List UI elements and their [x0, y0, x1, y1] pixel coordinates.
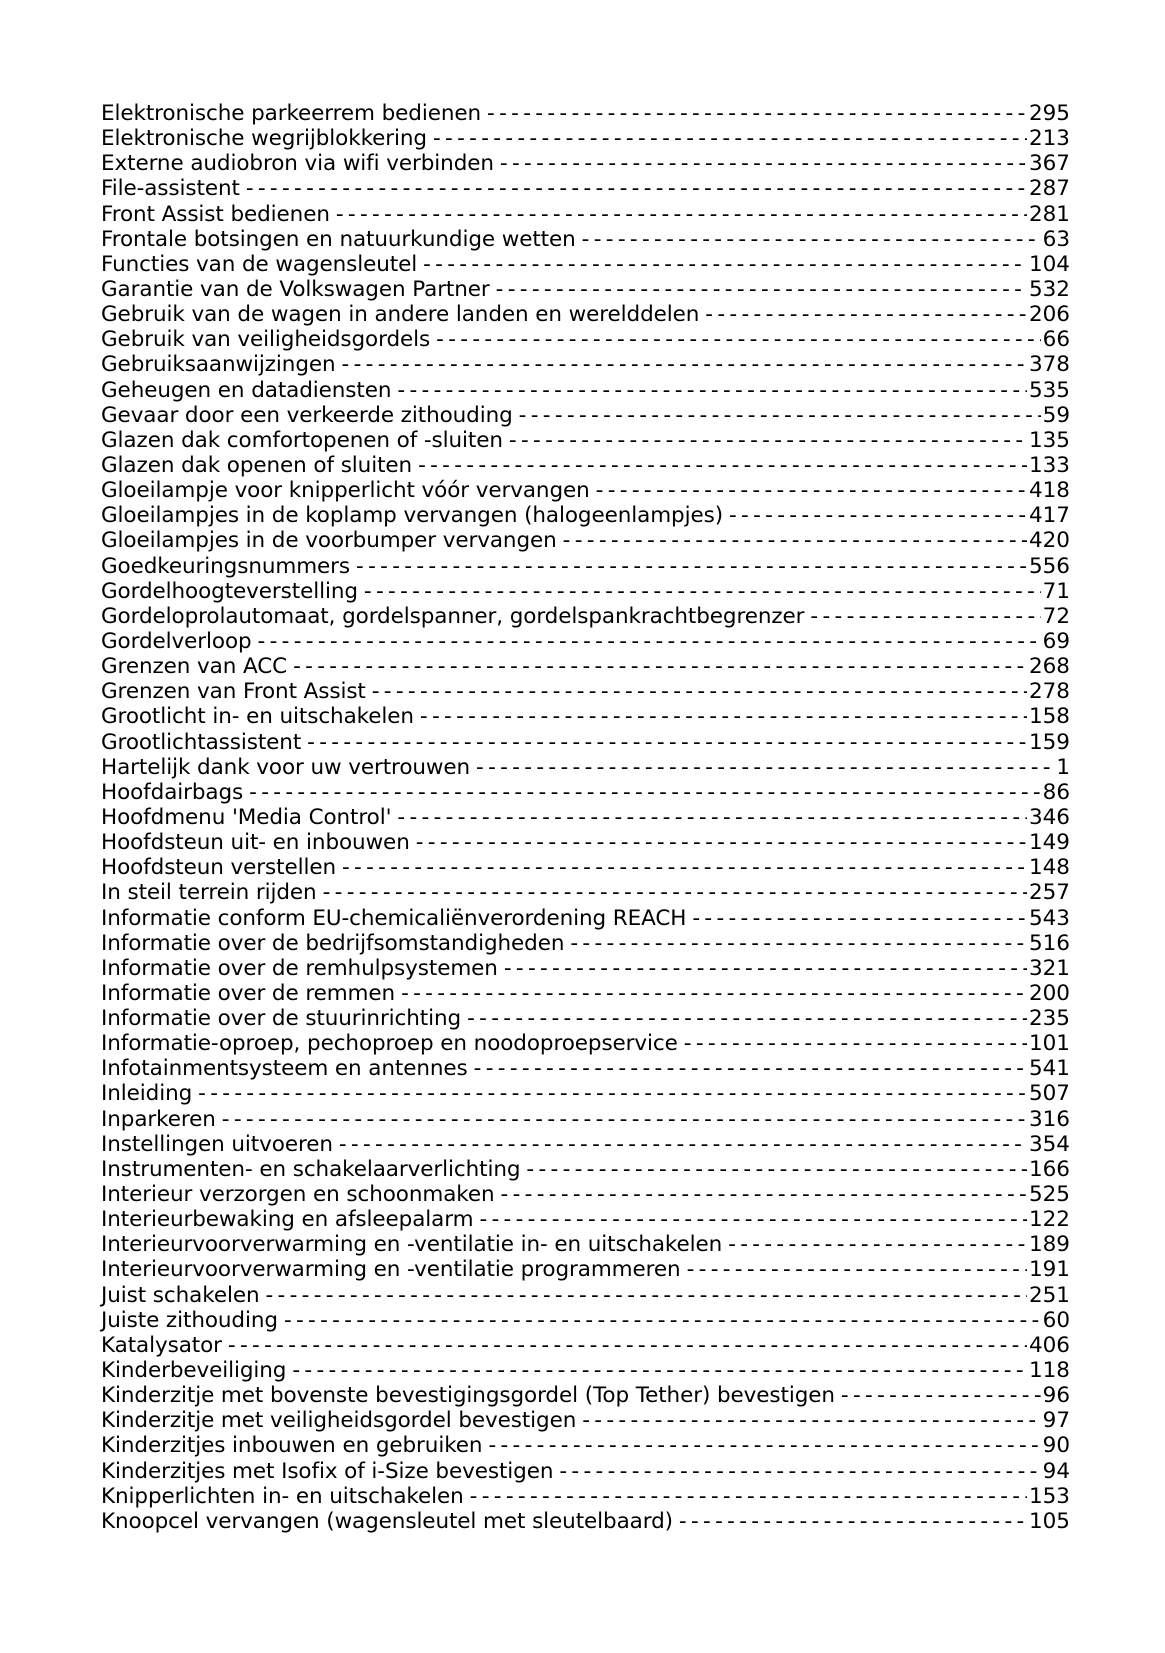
entry-label: Grootlicht in- en uitschakelen	[101, 704, 414, 730]
entry-label: Informatie conform EU-chemicaliënverordening REACH	[101, 905, 687, 931]
index-entry[interactable]	[101, 679, 1070, 704]
entry-label: Frontale botsingen en natuurkundige wetten	[101, 226, 576, 252]
index-entry[interactable]	[101, 1182, 1070, 1207]
dot-leader	[509, 428, 1027, 453]
entry-page-number[interactable]: 135	[1028, 427, 1070, 453]
index-entry[interactable]	[101, 981, 1070, 1006]
entry-page-number[interactable]: 104	[1028, 251, 1070, 277]
entry-page-number[interactable]: 281	[1028, 201, 1070, 227]
dot-leader	[258, 629, 1041, 654]
index-entry[interactable]	[101, 453, 1070, 478]
index-entry[interactable]	[101, 1232, 1070, 1257]
entry-page-number[interactable]: 166	[1028, 1156, 1070, 1182]
entry-page-number[interactable]: 507	[1028, 1081, 1070, 1107]
dot-leader	[692, 906, 1027, 931]
entry-label: Instrumenten- en schakelaarverlichting	[101, 1156, 521, 1182]
entry-page-number[interactable]: 90	[1042, 1433, 1070, 1459]
entry-label: Glazen dak openen of sluiten	[101, 452, 413, 478]
dot-leader	[474, 1056, 1027, 1081]
dot-leader	[687, 1257, 1027, 1282]
dot-leader	[563, 528, 1027, 553]
index-entry[interactable]	[101, 1509, 1070, 1534]
entry-label: Gloeilampjes in de voorbumper vervangen	[101, 528, 557, 554]
entry-page-number[interactable]: 316	[1028, 1106, 1070, 1132]
index-entry[interactable]	[101, 1433, 1070, 1458]
dot-leader	[418, 453, 1027, 478]
entry-page-number[interactable]: 543	[1028, 905, 1070, 931]
entry-label: In steil terrein rijden	[101, 880, 317, 906]
entry-label: Gordelverloop	[101, 628, 252, 654]
entry-page-number[interactable]: 63	[1042, 226, 1070, 252]
entry-label: File-assistent	[101, 176, 240, 202]
entry-page-number[interactable]: 295	[1028, 101, 1070, 126]
index-entry[interactable]	[101, 1283, 1070, 1308]
entry-page-number[interactable]: 268	[1028, 654, 1070, 680]
index-entry[interactable]	[101, 730, 1070, 755]
index-entry[interactable]	[101, 1157, 1070, 1182]
entry-label: Informatie over de bedrijfsomstandigheden	[101, 930, 565, 956]
dot-leader	[705, 302, 1027, 327]
entry-label: Kinderzitjes inbouwen en gebruiken	[101, 1433, 483, 1459]
index-entry[interactable]	[101, 1132, 1070, 1157]
dot-leader	[467, 1006, 1027, 1031]
entry-label: Gordeloprolautomaat, gordelspanner, gordelspankrachtbegrenzer	[101, 603, 805, 629]
entry-label: Informatie over de stuurinrichting	[101, 1006, 462, 1032]
entry-label: Garantie van de Volkswagen Partner	[101, 276, 490, 302]
index-entry[interactable]	[101, 1358, 1070, 1383]
entry-page-number[interactable]: 118	[1028, 1358, 1070, 1384]
entry-page-number[interactable]: 213	[1028, 126, 1070, 152]
index-entry[interactable]	[101, 428, 1070, 453]
entry-page-number[interactable]: 122	[1028, 1207, 1070, 1233]
entry-page-number[interactable]: 72	[1042, 603, 1070, 629]
index-entry[interactable]	[101, 352, 1070, 377]
index-entry[interactable]	[101, 478, 1070, 503]
entry-page-number[interactable]: 189	[1028, 1232, 1070, 1258]
entry-label: Gebruiksaanwijzingen	[101, 352, 336, 378]
dot-leader	[423, 252, 1027, 277]
index-entry[interactable]	[101, 780, 1070, 805]
dot-leader	[397, 805, 1027, 830]
dot-leader	[249, 780, 1040, 805]
index-entry[interactable]	[101, 1006, 1070, 1031]
index-entry[interactable]	[101, 202, 1070, 227]
dot-leader	[582, 1408, 1040, 1433]
entry-label: Functies van de wagensleutel	[101, 251, 418, 277]
entry-label: Elektronische wegrijblokkering	[101, 126, 427, 152]
entry-label: Interieurvoorverwarming en -ventilatie programmeren	[101, 1257, 681, 1283]
entry-label: Informatie over de remhulpsystemen	[101, 955, 498, 981]
dot-leader	[401, 981, 1027, 1006]
index-entry[interactable]	[101, 252, 1070, 277]
dot-leader	[364, 579, 1041, 604]
entry-label: Front Assist bedienen	[101, 201, 330, 227]
index-entry[interactable]	[101, 1207, 1070, 1232]
entry-page-number[interactable]: 158	[1028, 704, 1070, 730]
index-entry[interactable]	[101, 327, 1070, 352]
dot-leader	[501, 1182, 1027, 1207]
index-entry[interactable]	[101, 503, 1070, 528]
dot-leader	[307, 730, 1027, 755]
entry-page-number[interactable]: 101	[1028, 1031, 1070, 1057]
entry-page-number[interactable]: 417	[1028, 503, 1070, 529]
index-entry[interactable]	[101, 931, 1070, 956]
entry-page-number[interactable]: 516	[1028, 930, 1070, 956]
index-entry[interactable]	[101, 126, 1070, 151]
dot-leader	[339, 1132, 1027, 1157]
entry-label: Interieur verzorgen en schoonmaken	[101, 1182, 495, 1208]
dot-leader	[342, 352, 1027, 377]
entry-label: Hoofdairbags	[101, 779, 244, 805]
index-entry[interactable]	[101, 1107, 1070, 1132]
dot-leader	[284, 1308, 1041, 1333]
index-entry[interactable]	[101, 579, 1070, 604]
entry-label: Grootlichtassistent	[101, 729, 302, 755]
dot-leader	[420, 704, 1027, 729]
entry-page-number[interactable]: 278	[1028, 679, 1070, 705]
dot-leader	[496, 277, 1027, 302]
entry-page-number[interactable]: 153	[1028, 1483, 1070, 1509]
index-entry[interactable]	[101, 151, 1070, 176]
entry-page-number[interactable]: 235	[1028, 1006, 1070, 1032]
index-entry[interactable]	[101, 1484, 1070, 1509]
dot-leader	[559, 1459, 1040, 1484]
dot-leader	[729, 503, 1027, 528]
entry-label: Gloeilampje voor knipperlicht vóór vervangen	[101, 478, 590, 504]
entry-label: Gevaar door een verkeerde zithouding	[101, 402, 513, 428]
dot-leader	[500, 151, 1027, 176]
index-entry[interactable]	[101, 227, 1070, 252]
index-entry[interactable]	[101, 906, 1070, 931]
index-entry[interactable]	[101, 855, 1070, 880]
entry-label: Kinderbeveiliging	[101, 1358, 287, 1384]
dot-leader	[504, 956, 1027, 981]
dot-leader	[728, 1232, 1027, 1257]
dot-leader	[684, 1031, 1027, 1056]
entry-page-number[interactable]: 257	[1028, 880, 1070, 906]
entry-label: Hoofdsteun verstellen	[101, 855, 336, 881]
entry-page-number[interactable]: 71	[1042, 578, 1070, 604]
dot-leader	[222, 1107, 1027, 1132]
index-entry[interactable]	[101, 302, 1070, 327]
entry-page-number[interactable]: 60	[1042, 1307, 1070, 1333]
dot-leader	[526, 1157, 1027, 1182]
entry-page-number[interactable]: 66	[1042, 327, 1070, 353]
entry-page-number[interactable]: 97	[1042, 1408, 1070, 1434]
dot-leader	[228, 1333, 1027, 1358]
entry-page-number[interactable]: 556	[1028, 553, 1070, 579]
entry-page-number[interactable]: 86	[1042, 779, 1070, 805]
index-entry[interactable]	[101, 880, 1070, 905]
dot-leader	[372, 679, 1027, 704]
entry-label: Gordelhoogteverstelling	[101, 578, 358, 604]
entry-page-number[interactable]: 148	[1028, 855, 1070, 881]
index-entry[interactable]	[101, 176, 1070, 201]
entry-label: Inleiding	[101, 1081, 193, 1107]
entry-label: Geheugen en datadiensten	[101, 377, 392, 403]
entry-page-number[interactable]: 191	[1028, 1257, 1070, 1283]
index-entry[interactable]	[101, 1081, 1070, 1106]
dot-leader	[293, 654, 1027, 679]
dot-leader	[488, 1433, 1040, 1458]
dot-leader	[810, 604, 1040, 629]
entry-label: Informatie-oproep, pechoproep en noodoproepservice	[101, 1031, 678, 1057]
entry-page-number[interactable]: 532	[1028, 276, 1070, 302]
dot-leader	[246, 176, 1027, 201]
entry-label: Grenzen van ACC	[101, 654, 288, 680]
entry-label: Kinderzitje met bovenste bevestigingsgordel (Top Tether) bevestigen	[101, 1383, 835, 1409]
index-list	[101, 101, 1070, 1534]
entry-label: Informatie over de remmen	[101, 980, 396, 1006]
dot-leader	[679, 1509, 1027, 1534]
entry-page-number[interactable]: 200	[1028, 980, 1070, 1006]
entry-label: Gebruik van veiligheidsgordels	[101, 327, 431, 353]
entry-page-number[interactable]: 159	[1028, 729, 1070, 755]
entry-label: Instellingen uitvoeren	[101, 1131, 333, 1157]
index-entry[interactable]	[101, 604, 1070, 629]
index-entry[interactable]	[101, 830, 1070, 855]
entry-page-number[interactable]: 420	[1028, 528, 1070, 554]
dot-leader	[336, 202, 1027, 227]
index-entry[interactable]	[101, 528, 1070, 553]
dot-leader	[487, 101, 1027, 126]
entry-page-number[interactable]: 133	[1028, 452, 1070, 478]
index-entry[interactable]	[101, 378, 1070, 403]
dot-leader	[470, 1484, 1027, 1509]
dot-leader	[198, 1081, 1027, 1106]
index-entry[interactable]	[101, 704, 1070, 729]
entry-page-number[interactable]: 321	[1028, 955, 1070, 981]
entry-page-number[interactable]: 69	[1042, 628, 1070, 654]
index-entry[interactable]	[101, 1408, 1070, 1433]
index-entry[interactable]	[101, 277, 1070, 302]
dot-leader	[356, 554, 1027, 579]
entry-label: Kinderzitjes met Isofix of i-Size bevestigen	[101, 1458, 554, 1484]
dot-leader	[570, 931, 1027, 956]
entry-label: Grenzen van Front Assist	[101, 679, 366, 705]
entry-page-number[interactable]: 525	[1028, 1182, 1070, 1208]
entry-label: Juist schakelen	[101, 1282, 260, 1308]
entry-page-number[interactable]: 367	[1028, 151, 1070, 177]
entry-page-number[interactable]: 96	[1042, 1383, 1070, 1409]
entry-label: Hoofdsteun uit- en inbouwen	[101, 830, 410, 856]
entry-page-number[interactable]: 1	[1056, 754, 1070, 780]
entry-label: Hoofdmenu 'Media Control'	[101, 804, 392, 830]
entry-label: Gebruik van de wagen in andere landen en werelddelen	[101, 302, 700, 328]
dot-leader	[436, 327, 1041, 352]
entry-label: Externe audiobron via wifi verbinden	[101, 151, 494, 177]
entry-label: Interieurvoorverwarming en -ventilatie in- en uitschakelen	[101, 1232, 723, 1258]
entry-label: Knipperlichten in- en uitschakelen	[101, 1483, 464, 1509]
index-entry[interactable]	[101, 805, 1070, 830]
dot-leader	[342, 855, 1027, 880]
entry-label: Juiste zithouding	[101, 1307, 278, 1333]
entry-page-number[interactable]: 535	[1028, 377, 1070, 403]
entry-page-number[interactable]: 59	[1042, 402, 1070, 428]
entry-page-number[interactable]: 354	[1028, 1131, 1070, 1157]
dot-leader	[416, 830, 1027, 855]
dot-leader	[519, 403, 1041, 428]
index-entry[interactable]	[101, 1308, 1070, 1333]
entry-label: Gloeilampjes in de koplamp vervangen (halogeenlampjes)	[101, 503, 723, 529]
dot-leader	[433, 126, 1027, 151]
dot-leader	[596, 478, 1027, 503]
entry-label: Knoopcel vervangen (wagensleutel met sleutelbaard)	[101, 1508, 673, 1534]
entry-label: Inparkeren	[101, 1106, 216, 1132]
entry-label: Hartelijk dank voor uw vertrouwen	[101, 754, 471, 780]
entry-label: Kinderzitje met veiligheidsgordel bevestigen	[101, 1408, 577, 1434]
dot-leader	[323, 880, 1027, 905]
entry-page-number[interactable]: 251	[1028, 1282, 1070, 1308]
entry-page-number[interactable]: 378	[1028, 352, 1070, 378]
index-entry[interactable]	[101, 554, 1070, 579]
index-entry[interactable]	[101, 629, 1070, 654]
entry-label: Goedkeuringsnummers	[101, 553, 351, 579]
index-entry[interactable]	[101, 654, 1070, 679]
dot-leader	[841, 1383, 1041, 1408]
index-entry[interactable]	[101, 101, 1070, 126]
dot-leader	[479, 1207, 1027, 1232]
entry-label: Katalysator	[101, 1332, 222, 1358]
entry-page-number[interactable]: 541	[1028, 1056, 1070, 1082]
dot-leader	[397, 378, 1027, 403]
index-entry[interactable]	[101, 956, 1070, 981]
index-entry[interactable]	[101, 1383, 1070, 1408]
entry-page-number[interactable]: 287	[1028, 176, 1070, 202]
entry-label: Glazen dak comfortopenen of -sluiten	[101, 427, 503, 453]
index-entry[interactable]	[101, 1333, 1070, 1358]
index-entry[interactable]	[101, 755, 1070, 780]
dot-leader	[292, 1358, 1027, 1383]
index-entry[interactable]	[101, 403, 1070, 428]
entry-page-number[interactable]: 105	[1028, 1508, 1070, 1534]
entry-page-number[interactable]: 418	[1028, 478, 1070, 504]
entry-page-number[interactable]: 346	[1028, 804, 1070, 830]
dot-leader	[476, 755, 1054, 780]
entry-page-number[interactable]: 406	[1028, 1332, 1070, 1358]
entry-page-number[interactable]: 206	[1028, 302, 1070, 328]
index-entry[interactable]	[101, 1031, 1070, 1056]
index-entry[interactable]	[101, 1056, 1070, 1081]
entry-label: Interieurbewaking en afsleepalarm	[101, 1207, 474, 1233]
dot-leader	[582, 227, 1041, 252]
entry-label: Infotainmentsysteem en antennes	[101, 1056, 468, 1082]
entry-page-number[interactable]: 94	[1042, 1458, 1070, 1484]
entry-page-number[interactable]: 149	[1028, 830, 1070, 856]
index-entry[interactable]	[101, 1459, 1070, 1484]
index-entry[interactable]	[101, 1257, 1070, 1282]
entry-label: Elektronische parkeerrem bedienen	[101, 101, 482, 126]
dot-leader	[265, 1283, 1026, 1308]
